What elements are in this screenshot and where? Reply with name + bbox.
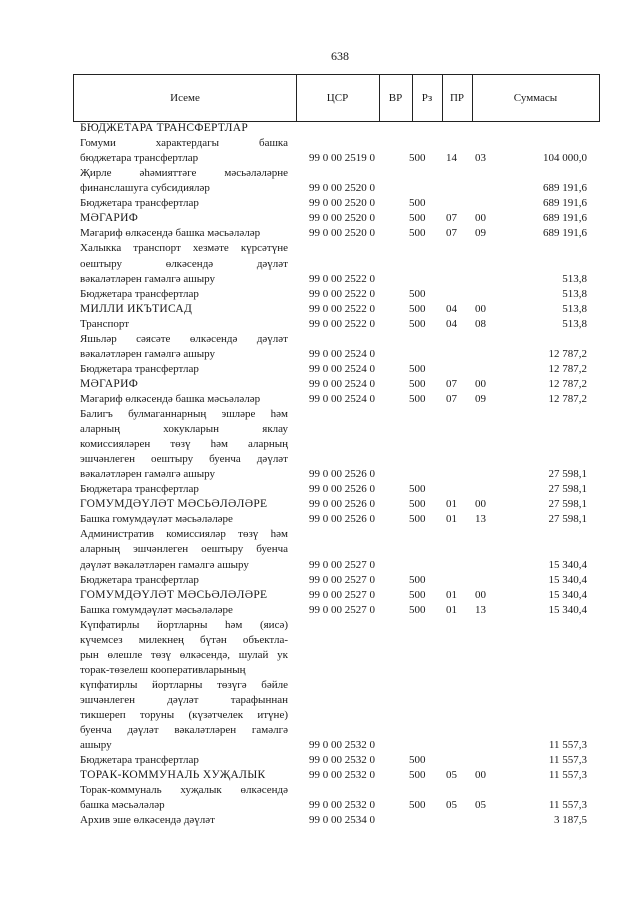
row-vr: 500 — [409, 287, 426, 300]
row-name: дәүләт вәкаләтләрен гамәлгә ашыру — [80, 558, 249, 571]
row-sum: 689 191,6 — [543, 197, 587, 210]
row-vr: 500 — [409, 152, 426, 165]
row-pr: 03 — [475, 152, 486, 165]
row-sum: 11 557,3 — [548, 739, 587, 752]
row-vr: 500 — [409, 377, 426, 390]
row-sum: 689 191,6 — [543, 227, 587, 240]
row-csr: 99 0 00 2532 0 — [309, 754, 375, 767]
row-sum: 15 340,4 — [548, 558, 587, 571]
row-csr: 99 0 00 2526 0 — [309, 468, 375, 481]
row-name: рын өлешле төзү өлкәсендә, шулай ук — [80, 648, 288, 661]
row-csr: 99 0 00 2532 0 — [309, 799, 375, 812]
row-csr: 99 0 00 2520 0 — [309, 197, 375, 210]
header-rz: Рз — [412, 75, 443, 121]
row-pr: 00 — [475, 769, 486, 782]
row-name: Бюджетара трансфертлар — [80, 754, 199, 767]
row-sum: 12 787,2 — [548, 392, 587, 405]
header-name: Исеме — [74, 75, 297, 121]
row-name: Мәгариф өлкәсендә башка мәсьәләләр — [80, 392, 261, 405]
header-vr: ВР — [379, 75, 413, 121]
row-name: Мәгариф өлкәсендә башка мәсьәләләр — [80, 227, 261, 240]
row-rz: 05 — [446, 799, 457, 812]
row-vr: 500 — [409, 754, 426, 767]
row-rz: 01 — [446, 513, 457, 526]
row-sum: 513,8 — [562, 302, 587, 315]
row-csr: 99 0 00 2524 0 — [309, 362, 375, 375]
row-sum: 689 191,6 — [543, 212, 587, 225]
row-name: Бюджетара трансфертлар — [80, 287, 199, 300]
row-name: Яшьләр сәясәте өлкәсендә дәүләт — [80, 332, 288, 345]
row-name: комиссияләрен төзү һәм аларның — [80, 438, 288, 451]
row-name: ГОМУМДӘҮЛӘТ МӘСЬӘЛӘЛӘРЕ — [80, 498, 268, 511]
row-rz: 01 — [446, 588, 457, 601]
row-csr: 99 0 00 2527 0 — [309, 588, 375, 601]
row-vr: 500 — [409, 483, 426, 496]
row-csr: 99 0 00 2532 0 — [309, 769, 375, 782]
row-name: торак-төзелеш кооперативларының — [80, 663, 246, 676]
row-name: ТОРАК-КОММУНАЛЬ ХУҖАЛЫК — [80, 769, 266, 782]
row-name: вәкаләтләрен гамәлгә ашыру — [80, 347, 215, 360]
row-name: Бюджетара трансфертлар — [80, 197, 199, 210]
row-rz: 04 — [446, 302, 457, 315]
row-vr: 500 — [409, 227, 426, 240]
row-pr: 13 — [475, 603, 486, 616]
row-pr: 00 — [475, 212, 486, 225]
row-name: ГОМУМДӘҮЛӘТ МӘСЬӘЛӘЛӘРЕ — [80, 588, 268, 601]
row-sum: 11 557,3 — [548, 799, 587, 812]
row-pr: 00 — [475, 498, 486, 511]
row-vr: 500 — [409, 573, 426, 586]
row-sum: 513,8 — [562, 272, 587, 285]
row-rz: 07 — [446, 392, 457, 405]
row-sum: 513,8 — [562, 317, 587, 330]
row-rz: 05 — [446, 769, 457, 782]
row-rz: 01 — [446, 498, 457, 511]
row-name: МИЛЛИ ИКЪТИСАД — [80, 302, 193, 315]
row-name: бюджетара трансфертлар — [80, 152, 199, 165]
row-sum: 689 191,6 — [543, 182, 587, 195]
row-name: вәкаләтләрен гамәлгә ашыру — [80, 272, 215, 285]
row-sum: 15 340,4 — [548, 588, 587, 601]
row-name: вәкаләтләрен гамәлгә ашыру — [80, 468, 215, 481]
header-sum: Суммасы — [513, 92, 558, 104]
row-name: тикшереп торуны (күзәтчелек итүне) — [80, 709, 288, 721]
row-sum: 27 598,1 — [548, 513, 587, 526]
row-name: МӘГАРИФ — [80, 377, 139, 390]
row-name: эшчәнлеген оештыру буенча дәүләт — [80, 453, 288, 466]
row-vr: 500 — [409, 513, 426, 526]
row-name: Бюджетара трансфертлар — [80, 573, 199, 586]
row-vr: 500 — [409, 392, 426, 405]
row-name: Башка гомумдәүләт мәсьәләләре — [80, 603, 233, 616]
row-vr: 500 — [409, 302, 426, 315]
header-csr: ЦСР — [296, 75, 380, 121]
row-vr: 500 — [409, 197, 426, 210]
row-sum: 27 598,1 — [548, 498, 587, 511]
row-vr: 500 — [409, 603, 426, 616]
row-csr: 99 0 00 2524 0 — [309, 392, 375, 405]
row-csr: 99 0 00 2520 0 — [309, 212, 375, 225]
row-vr: 500 — [409, 799, 426, 812]
row-name: аларның эшчәнлеген оештыру буенча — [80, 543, 288, 556]
row-vr: 500 — [409, 212, 426, 225]
row-sum: 11 557,3 — [548, 769, 587, 782]
row-sum: 27 598,1 — [548, 468, 587, 481]
row-csr: 99 0 00 2527 0 — [309, 603, 375, 616]
row-name: БЮДЖЕТАРА ТРАНСФЕРТЛАР — [80, 122, 249, 134]
row-rz: 04 — [446, 317, 457, 330]
row-sum: 12 787,2 — [548, 362, 587, 375]
row-sum: 12 787,2 — [548, 377, 587, 390]
row-sum: 3 187,5 — [554, 814, 587, 827]
row-csr: 99 0 00 2526 0 — [309, 498, 375, 511]
row-name: оештыру өлкәсендә дәүләт — [80, 257, 288, 270]
row-csr: 99 0 00 2520 0 — [309, 227, 375, 240]
row-name: эшчәнлеген дәүләт тарафыннан — [80, 693, 288, 706]
row-csr: 99 0 00 2527 0 — [309, 558, 375, 571]
row-csr: 99 0 00 2522 0 — [309, 317, 375, 330]
row-name: Административ комиссияләр төзү һәм — [80, 528, 288, 541]
row-pr: 13 — [475, 513, 486, 526]
row-csr: 99 0 00 2532 0 — [309, 739, 375, 752]
row-pr: 05 — [475, 799, 486, 812]
row-csr: 99 0 00 2519 0 — [309, 152, 375, 165]
row-vr: 500 — [409, 769, 426, 782]
row-pr: 08 — [475, 317, 486, 330]
row-csr: 99 0 00 2522 0 — [309, 287, 375, 300]
row-sum: 27 598,1 — [548, 483, 587, 496]
row-rz: 01 — [446, 603, 457, 616]
row-name: Гомуми характердагы башка — [80, 137, 288, 150]
row-rz: 07 — [446, 227, 457, 240]
row-name: Бюджетара трансфертлар — [80, 362, 199, 375]
row-rz: 07 — [446, 377, 457, 390]
table-header — [73, 74, 600, 122]
row-pr: 00 — [475, 377, 486, 390]
row-name: ашыру — [80, 739, 112, 752]
row-vr: 500 — [409, 362, 426, 375]
row-name: Транспорт — [80, 317, 130, 330]
row-name: буенча дәүләт вәкаләтләрен гамәлгә — [80, 724, 288, 736]
row-rz: 14 — [446, 152, 457, 165]
row-pr: 00 — [475, 302, 486, 315]
row-pr: 09 — [475, 392, 486, 405]
row-sum: 11 557,3 — [548, 754, 587, 767]
row-csr: 99 0 00 2526 0 — [309, 513, 375, 526]
row-csr: 99 0 00 2524 0 — [309, 347, 375, 360]
row-csr: 99 0 00 2527 0 — [309, 573, 375, 586]
row-sum: 12 787,2 — [548, 347, 587, 360]
row-csr: 99 0 00 2522 0 — [309, 272, 375, 285]
row-name: Башка гомумдәүләт мәсьәләләре — [80, 513, 233, 526]
row-csr: 99 0 00 2522 0 — [309, 302, 375, 315]
row-pr: 00 — [475, 588, 486, 601]
row-sum: 15 340,4 — [548, 573, 587, 586]
header-pr: ПР — [442, 75, 473, 121]
row-name: МӘГАРИФ — [80, 212, 139, 225]
row-name: аларның хокукларын яклау — [80, 423, 288, 435]
row-name: Торак-коммуналь хуҗалык өлкәсендә — [80, 784, 288, 797]
page-number: 638 — [331, 49, 349, 63]
row-csr: 99 0 00 2534 0 — [309, 814, 375, 827]
row-sum: 513,8 — [562, 287, 587, 300]
row-vr: 500 — [409, 498, 426, 511]
row-csr: 99 0 00 2520 0 — [309, 182, 375, 195]
row-name: финанслашуга субсидияләр — [80, 182, 210, 195]
row-sum: 15 340,4 — [548, 603, 587, 616]
row-csr: 99 0 00 2526 0 — [309, 483, 375, 496]
row-vr: 500 — [409, 588, 426, 601]
row-name: күпфатирлы йортларны төзүгә бәйле — [80, 678, 288, 691]
row-name: Халыкка транспорт хезмәте күрсәтүне — [80, 242, 288, 255]
row-sum: 104 000,0 — [543, 152, 587, 165]
row-name: Балигъ булмаганнарның эшләре һәм — [80, 407, 288, 420]
row-name: Җирле әһәмияттәге мәсьәләләрне — [80, 167, 288, 180]
row-pr: 09 — [475, 227, 486, 240]
row-name: күчемсез милекнең бүтән объектла- — [80, 633, 288, 646]
row-name: Бюджетара трансфертлар — [80, 483, 199, 496]
row-name: Күпфатирлы йортларны һәм (яисә) — [80, 618, 288, 631]
row-name: Архив эше өлкәсендә дәүләт — [80, 814, 215, 827]
row-name: башка мәсьәләләр — [80, 799, 165, 812]
row-vr: 500 — [409, 317, 426, 330]
row-csr: 99 0 00 2524 0 — [309, 377, 375, 390]
row-rz: 07 — [446, 212, 457, 225]
